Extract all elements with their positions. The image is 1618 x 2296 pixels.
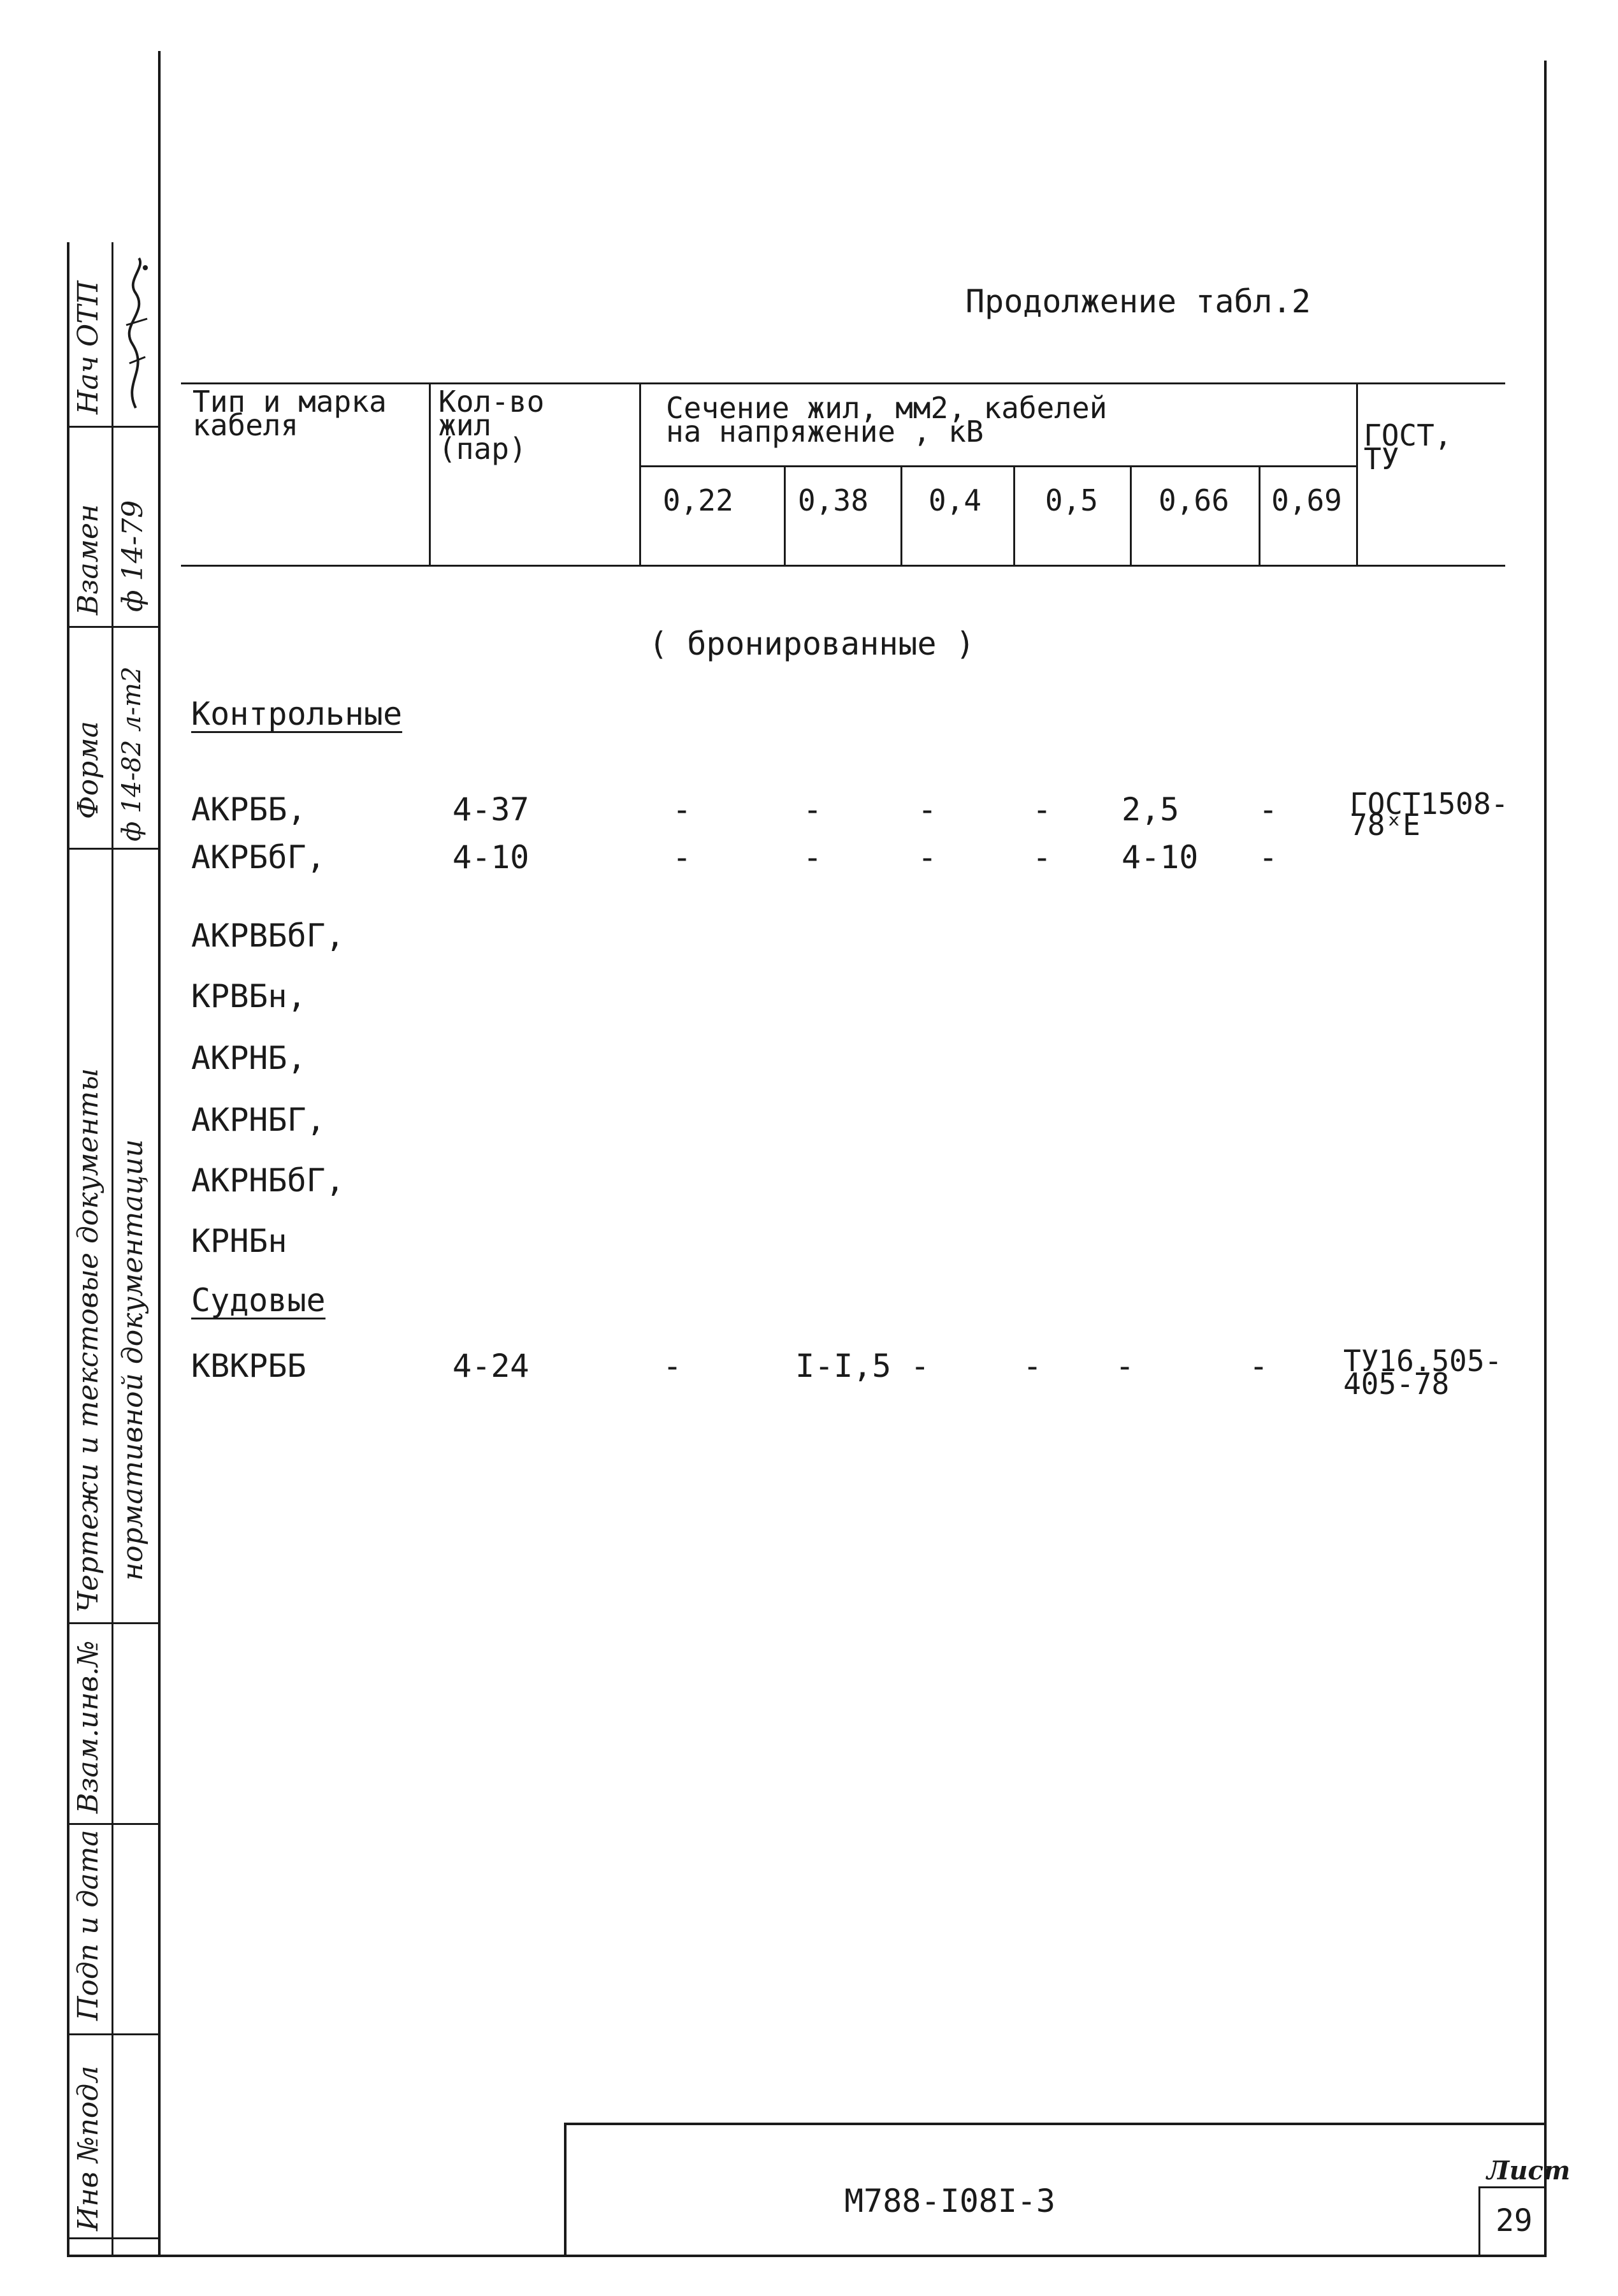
row-name: АКРББ,	[191, 791, 307, 828]
sidebar-label-replace: Взамен	[72, 504, 105, 615]
header-section: Сечение жил, мм2, кабелей на напряжение , кВ	[666, 391, 1108, 449]
sidebar-label-drawings: Чертежи и текстовые документы	[72, 1068, 105, 1613]
voltage-0-38: 0,38	[798, 483, 869, 518]
sidebar-label-form: Форма	[72, 721, 105, 819]
list-item: КРВБн,	[191, 978, 307, 1015]
voltage-0-69: 0,69	[1271, 483, 1342, 518]
row-name: АКРБбГ,	[191, 839, 326, 876]
row-val-0: -	[663, 1348, 683, 1384]
sheet-label: Лист	[1487, 2156, 1571, 2186]
list-item: АКРНБГ,	[191, 1101, 326, 1138]
table-caption: Продолжение табл.2	[965, 283, 1311, 320]
row-val-5: -	[1259, 791, 1278, 828]
subtitle: ( бронированные )	[649, 625, 975, 662]
row-val-1: -	[803, 839, 823, 876]
row-val-1: I-I,5 -	[795, 1348, 930, 1384]
sidebar-label-normative: нормативной документации	[117, 1139, 149, 1581]
row-val-3: -	[1032, 791, 1052, 828]
row-val-2: -	[918, 839, 937, 876]
row-val-0: -	[672, 839, 692, 876]
row-gost: ГОСТ1508- 78ˣЕ	[1350, 787, 1509, 843]
row-name: КВКРББ	[191, 1348, 307, 1384]
title-block	[564, 2123, 1571, 2257]
doc-code: М788-I08I-3	[844, 2183, 1056, 2220]
row-val-4: -	[1115, 1348, 1135, 1384]
row-val-4: 2,5	[1122, 791, 1180, 828]
row-val-1: -	[803, 791, 823, 828]
sheet-number: 29	[1496, 2203, 1533, 2239]
row-val-5: -	[1249, 1348, 1269, 1384]
table-row	[0, 787, 1618, 843]
table-row	[0, 1344, 1618, 1401]
row-gost: ТУ16.505- 405-78	[1343, 1344, 1503, 1401]
row-val-2: -	[918, 791, 937, 828]
row-val-3: -	[1023, 1348, 1043, 1384]
row-count: 4-10	[452, 839, 530, 876]
row-val-4: 4-10	[1122, 839, 1199, 876]
sidebar-value-replace: ф 14-79	[117, 500, 149, 612]
row-count: 4-37	[452, 791, 530, 828]
voltage-0-66: 0,66	[1159, 483, 1229, 518]
sidebar-value-form: ф 14-82 л-т2	[117, 666, 147, 841]
list-item: АКРВБбГ,	[191, 917, 345, 954]
list-item: КРНБн	[191, 1223, 287, 1260]
voltage-0-5: 0,5	[1045, 483, 1099, 518]
sidebar-label-inv-orig: Инв №подл	[72, 2065, 105, 2231]
voltage-0-22: 0,22	[663, 483, 733, 518]
sidebar-label-inv-replace: Взам.инв.№	[72, 1640, 105, 1813]
list-item: АКРНБ,	[191, 1040, 307, 1077]
voltage-0-4: 0,4	[928, 483, 982, 518]
sidebar-label-sign-date: Подп и дата	[72, 1829, 105, 2021]
header-count: Кол-во жил (пар)	[438, 384, 545, 466]
row-val-5: -	[1259, 839, 1278, 876]
table-header	[0, 0, 1618, 574]
table-row	[0, 841, 1618, 880]
list-item: АКРНБбГ,	[191, 1162, 345, 1199]
row-val-3: -	[1032, 839, 1052, 876]
row-count: 4-24	[452, 1348, 530, 1384]
header-type: Тип и марка кабеля	[192, 384, 387, 442]
header-gost: ГОСТ, ТУ	[1364, 418, 1452, 476]
sidebar-label-head: Нач ОТП	[72, 280, 105, 414]
row-val-0: -	[672, 791, 692, 828]
group-title-control: Контрольные	[191, 695, 403, 732]
group-title-ship: Судовые	[191, 1282, 326, 1319]
